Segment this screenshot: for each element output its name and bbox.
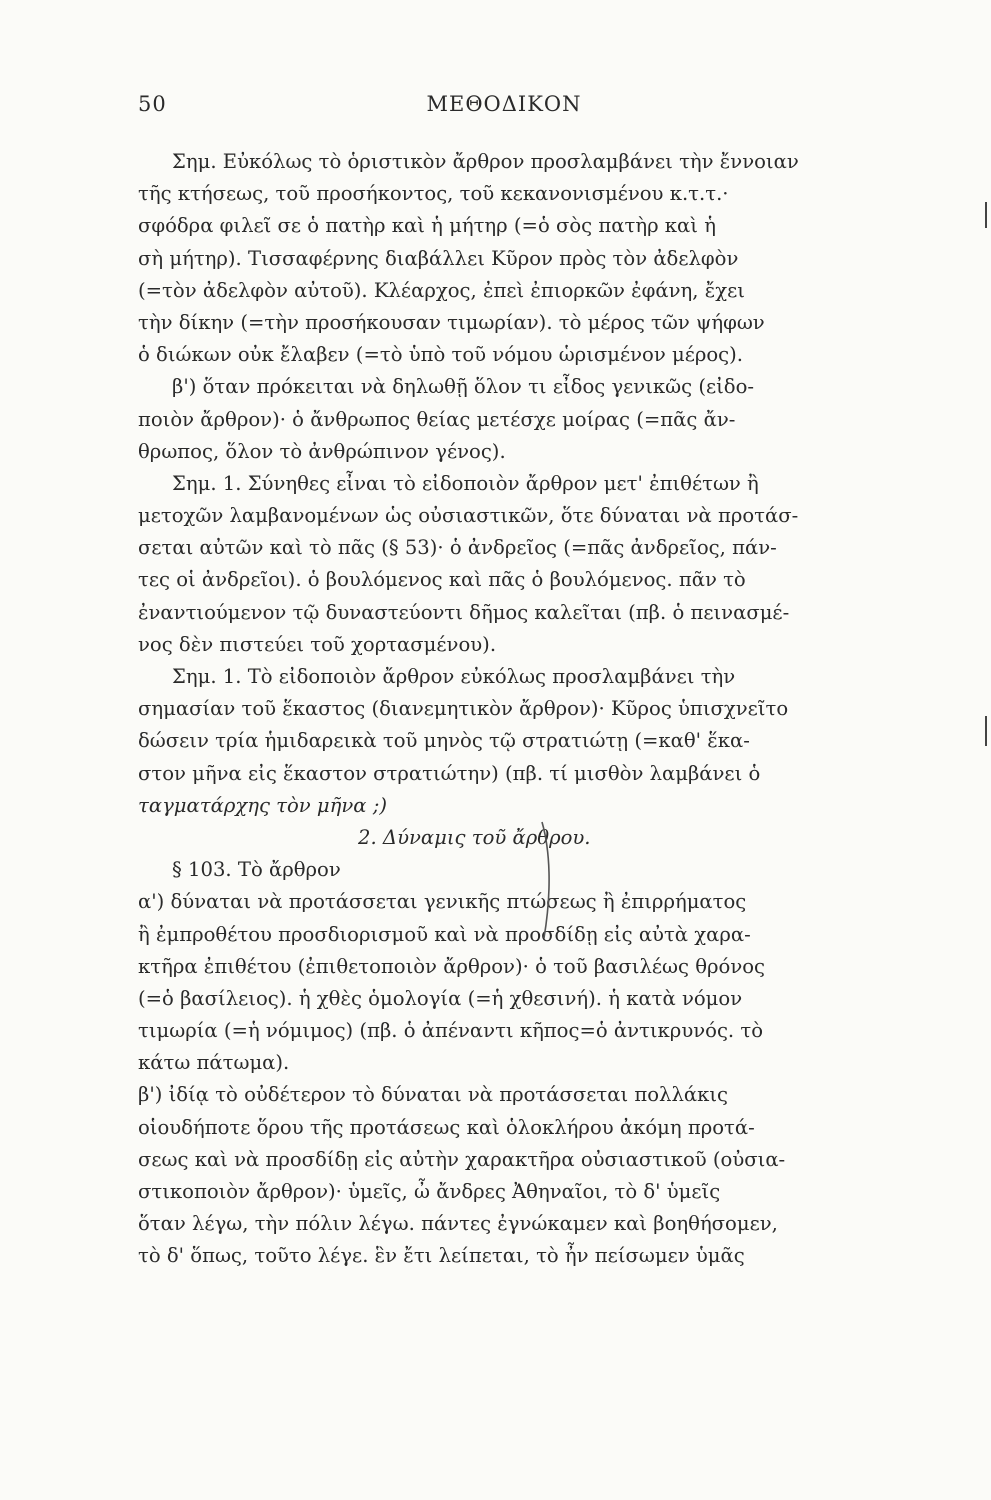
scan-mark — [985, 202, 987, 228]
text-line: στικοποιὸν ἄρθρον)· ὑμεῖς, ὦ ἄνδρες Ἀθηναῖοι, τὸ δ' ὑμεῖς — [138, 1180, 721, 1203]
text-line: σφόδρα φιλεῖ σε ὁ πατὴρ καὶ ἡ μήτηρ (=ὁ σὸς πατὴρ καὶ ἡ — [138, 214, 716, 238]
section-heading: 2. Δύναμις τοῦ ἄρθρου. — [358, 825, 591, 849]
text-line: κτῆρα ἐπιθέτου (ἐπιθετοποιὸν ἄρθρον)· ὁ τοῦ βασιλέως θρόνος — [138, 954, 766, 978]
text-line: οἱουδήποτε ὅρου τῆς προτάσεως καὶ ὁλοκλήρου ἀκόμη προτά- — [138, 1115, 755, 1139]
text-line: τὴν δίκην (=τὴν προσήκουσαν τιμωρίαν). τὸ μέρος τῶν ψήφων — [138, 310, 765, 334]
body-text — [138, 146, 870, 1273]
text-line: σεως καὶ νὰ προσδίδῃ εἰς αὐτὴν χαρακτῆρα οὐσιαστικοῦ (οὐσια- — [138, 1147, 786, 1171]
text-line: σεται αὐτῶν καὶ τὸ πᾶς (§ 53)· ὁ ἀνδρεῖος (=πᾶς ἀνδρεῖος, πάν- — [138, 536, 777, 560]
scan-mark — [985, 716, 987, 746]
running-title: ΜΕΘΟΔΙΚΟΝ — [426, 92, 582, 116]
page-number: 50 — [138, 92, 167, 116]
text-line: (=τὸν ἀδελφὸν αὐτοῦ). Κλέαρχος, ἐπεὶ ἐπιορκῶν ἐφάνη, ἔχει — [138, 278, 745, 302]
text-line: Σημ. 1. Σύνηθες εἶναι τὸ εἰδοποιὸν ἄρθρον μετ' ἐπιθέτων ἢ — [172, 471, 759, 495]
text-line: β') ὅταν πρόκειται νὰ δηλωθῇ ὅλον τι εἶδος γενικῶς (εἰδο- — [172, 375, 755, 399]
text-line: ὁ διώκων οὐκ ἔλαβεν (=τὸ ὑπὸ τοῦ νόμου ὡρισμένον μέρος). — [138, 343, 744, 367]
text-line: κάτω πάτωμα). — [138, 1051, 290, 1075]
text-line: ὅταν λέγω, τὴν πόλιν λέγω. πάντες ἐγνώκαμεν καὶ βοηθήσομεν, — [138, 1212, 778, 1236]
text-line: σημασίαν τοῦ ἕκαστος (διανεμητικὸν ἄρθρον)· Κῦρος ὑπισχνεῖτο — [138, 697, 789, 721]
pencil-mark — [536, 820, 596, 940]
text-line: δώσειν τρία ἡμιδαρεικὰ τοῦ μηνὸς τῷ στρατιώτῃ (=καθ' ἕκα- — [138, 729, 750, 753]
text-line: § 103. Τὸ ἄρθρον — [172, 858, 341, 882]
text-line: ταγματάρχης τὸν μῆνα ;) — [138, 793, 388, 817]
page-header — [138, 92, 870, 132]
text-line: μετοχῶν λαμβανομένων ὡς οὐσιαστικῶν, ὅτε δύναται νὰ προτάσ- — [138, 504, 799, 528]
text-line: ἐναντιούμενον τῷ δυναστεύοντι δῆμος καλεῖται (πβ. ὁ πεινασμέ- — [138, 600, 790, 624]
text-line: τῆς κτήσεως, τοῦ προσήκοντος, τοῦ κεκανονισμένου κ.τ.τ.· — [138, 182, 729, 206]
text-line: ποιὸν ἄρθρον)· ὁ ἄνθρωπος θείας μετέσχε μοίρας (=πᾶς ἄν- — [138, 407, 736, 431]
text-line: ἢ ἐμπροθέτου προσδιορισμοῦ καὶ νὰ προσδίδῃ εἰς αὐτὰ χαρα- — [138, 922, 751, 946]
text-line: β') ἰδίᾳ τὸ οὐδέτερον τὸ δύναται νὰ προτάσσεται πολλάκις — [138, 1083, 729, 1107]
text-line: α') δύναται νὰ προτάσσεται γενικῆς πτώσεως ἢ ἐπιρρήματος — [138, 890, 747, 914]
text-line: τες οἱ ἀνδρεῖοι). ὁ βουλόμενος καὶ πᾶς ὁ βουλόμενος. πᾶν τὸ — [138, 568, 746, 592]
text-line: σὴ μήτηρ). Τισσαφέρνης διαβάλλει Κῦρον πρὸς τὸν ἀδελφὸν — [138, 246, 739, 270]
text-line: στον μῆνα εἰς ἕκαστον στρατιώτην) (πβ. τί μισθὸν λαμβάνει ὁ — [138, 761, 761, 785]
text-line: τὸ δ' ὅπως, τοῦτο λέγε. ἓν ἔτι λείπεται, τὸ ἦν πείσωμεν ὑμᾶς — [138, 1244, 745, 1268]
text-line: (=ὁ βασίλειος). ἡ χθὲς ὁμολογία (=ἡ χθεσινή). ἡ κατὰ νόμον — [138, 986, 743, 1010]
text-line: νος δὲν πιστεύει τοῦ χορτασμένου). — [138, 632, 497, 656]
text-line: τιμωρία (=ἡ νόμιμος) (πβ. ὁ ἀπέναντι κῆπος=ὁ ἀντικρυνός. τὸ — [138, 1019, 764, 1043]
text-line: Σημ. 1. Τὸ εἰδοποιὸν ἄρθρον εὐκόλως προσλαμβάνει τὴν — [172, 665, 736, 688]
text-line: θρωπος, ὅλον τὸ ἀνθρώπινον γένος). — [138, 439, 506, 463]
text-line: Σημ. Εὐκόλως τὸ ὁριστικὸν ἄρθρον προσλαμβάνει τὴν ἔννοιαν — [172, 150, 799, 173]
